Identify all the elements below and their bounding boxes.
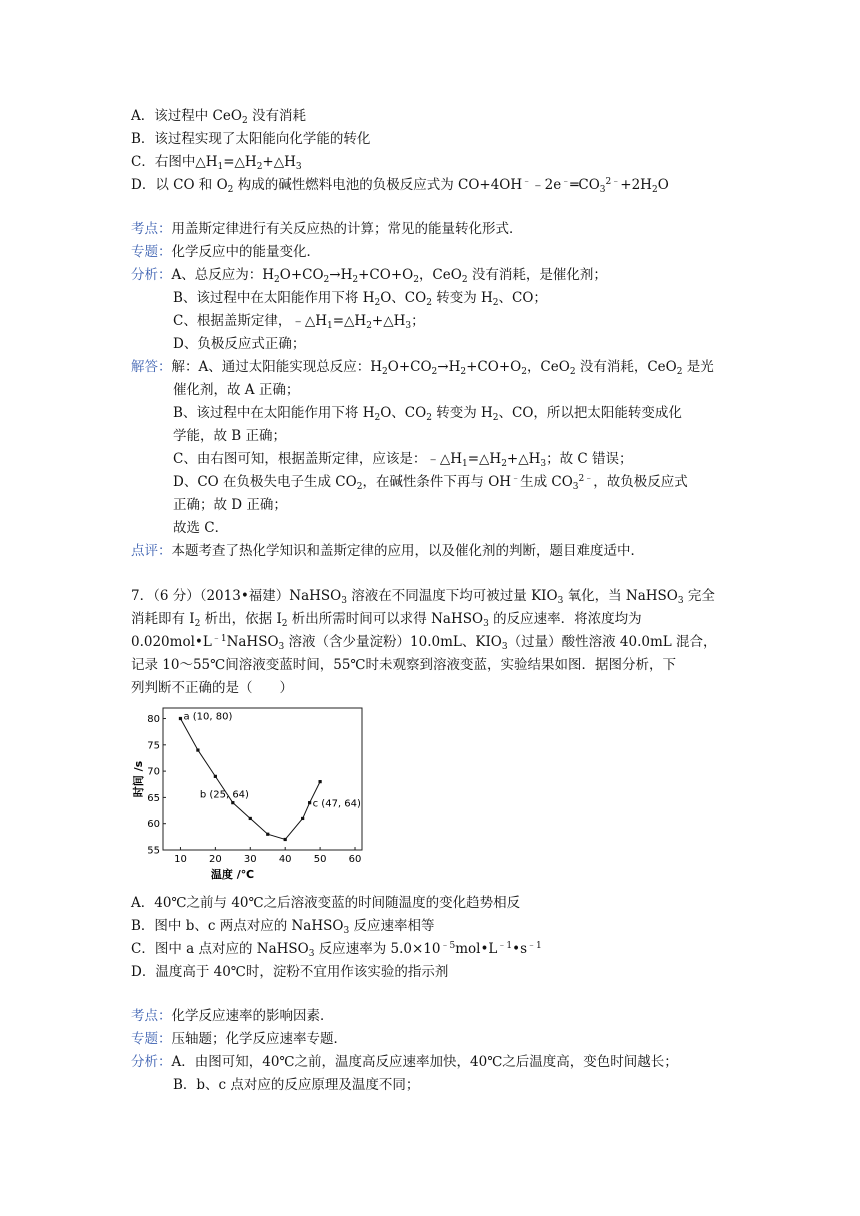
jieda-line: B、该过程中在太阳能作用下将 $H_2O$、$CO_2$ 转变为 $H_2$、CO，所以把太阳能转变成化 — [173, 405, 682, 423]
q6-fenxi — [131, 266, 607, 284]
jieda-label: 解答： — [131, 359, 172, 375]
data-point — [196, 748, 199, 751]
q7-option-b: B．图中 b、c 两点对应的 NaHSO$_3$ 反应速率相等 — [131, 918, 435, 936]
q7-stem-line: 列判断不正确的是（ ） — [131, 680, 293, 696]
x-tick-label: 20 — [209, 854, 222, 865]
kaodian-text: 用盖斯定律进行有关反应热的计算；常见的能量转化形式． — [171, 221, 523, 237]
y-tick-label: 55 — [147, 845, 160, 857]
kaodian-label: 考点： — [131, 1008, 172, 1024]
q7-option-c: C．图中 a 点对应的 NaHSO$_3$ 反应速率为 $5.0\times 10^{﹣5}mol•L^{﹣1}•s^{﹣1}$ — [131, 941, 542, 959]
data-point — [301, 817, 304, 820]
x-axis-label: 温度 /℃ — [210, 868, 255, 881]
kaodian-label: 考点： — [131, 221, 172, 237]
jieda-line: C、由右图可知，根据盖斯定律，应该是：$﹣\triangle H_1=\triangle H_2+\triangle H_3$；故 C 错误； — [173, 451, 633, 469]
q7-option-a: A．40℃之前与 40℃之后溶液变蓝的时间随温度的变化趋势相反 — [131, 895, 521, 911]
data-point — [308, 801, 311, 804]
zhuanti-label: 专题： — [131, 244, 172, 260]
q7-kaodian — [131, 1007, 334, 1025]
fenxi-line: B．b、c 点对应的反应原理及温度不同； — [173, 1077, 420, 1093]
dianping-text: 本题考查了热化学知识和盖斯定律的应用，以及催化剂的判断，题目难度适中． — [171, 543, 644, 559]
q7-fenxi — [131, 1053, 678, 1071]
q7-option-d: D．温度高于 40℃时，淀粉不宜用作该实验的指示剂 — [131, 964, 449, 980]
data-point — [266, 833, 269, 836]
series-line — [180, 719, 320, 840]
jieda-line: D、CO 在负极失电子生成 $CO_2$，在碱性条件下再与 OH﹣生成 $CO_3^{2﹣}$，故负极反应式 — [173, 474, 688, 492]
fenxi-line: D、负极反应式正确； — [173, 336, 306, 352]
x-tick-label: 30 — [243, 854, 257, 865]
kaodian-text: 化学反应速率的影响因素． — [171, 1008, 334, 1024]
y-tick-label: 60 — [147, 819, 160, 831]
jieda-line: 催化剂，故 A 正确； — [173, 382, 300, 398]
q6-jieda — [131, 358, 714, 376]
fenxi-line: A、总反应为：$H_2O+CO_2\to H_2+CO+O_2$，CeO$_2$ 没有消耗，是催化剂； — [171, 267, 607, 285]
data-point — [249, 817, 252, 820]
data-point — [319, 780, 322, 783]
point-annotation: c (47, 64) — [312, 798, 361, 810]
q6-option-a: A．该过程中 CeO$_2$ 没有消耗 — [131, 108, 306, 126]
x-tick-label: 60 — [348, 854, 362, 865]
q7-stem-line: 7．（6 分）（2013•福建）NaHSO$_3$ 溶液在不同温度下均可被过量 $KIO_3$ 氧化，当 NaHSO$_3$ 完全 — [131, 588, 715, 606]
q6-kaodian — [131, 220, 523, 238]
q6-dianping — [131, 542, 644, 560]
q7-stem-line: $0.020mol•L^{﹣1}NaHSO_3$ 溶液（含少量淀粉）10.0mL、$KIO_3$（过量）酸性溶液 40.0mL 混合， — [131, 634, 717, 652]
jieda-line: 解：A、通过太阳能实现总反应：$H_2O+CO_2\to H_2+CO+O_2$，CeO$_2$ 没有消耗，CeO$_2$ 是光 — [171, 359, 714, 377]
zhuanti-label: 专题： — [131, 1031, 172, 1047]
jieda-line: 故选 C． — [173, 520, 229, 536]
x-tick-label: 40 — [278, 854, 292, 865]
q6-option-c: C．右图中$\triangle H_1=\triangle H_2+\triangle H_3$ — [131, 154, 302, 172]
fenxi-line: C、根据盖斯定律，$﹣\triangle H_1=\triangle H_2+\triangle H_3$； — [173, 313, 425, 331]
fenxi-line: B、该过程中在太阳能作用下将 $H_2O$、$CO_2$ 转变为 $H_2$、CO； — [173, 290, 547, 308]
y-tick-label: 70 — [147, 766, 160, 778]
jieda-line: 正确；故 D 正确； — [173, 497, 287, 513]
fenxi-line: A．由图可知，40℃之前，温度高反应速率加快，40℃之后温度高，变色时间越长； — [171, 1054, 678, 1070]
q7-zhuanti — [131, 1030, 347, 1048]
plot-frame — [163, 708, 362, 850]
data-point — [231, 801, 234, 804]
jieda-line: 学能，故 B 正确； — [173, 428, 287, 444]
zhuanti-text: 压轴题；化学反应速率专题． — [171, 1031, 347, 1047]
y-tick-label: 80 — [147, 714, 160, 726]
data-point — [179, 717, 182, 720]
x-tick-label: 10 — [174, 854, 187, 865]
temperature-time-chart — [130, 700, 370, 885]
zhuanti-text: 化学反应中的能量变化． — [171, 244, 320, 260]
point-annotation: b (25, 64) — [199, 789, 249, 801]
y-tick-label: 65 — [147, 792, 160, 804]
dianping-label: 点评： — [131, 543, 172, 559]
fenxi-label: 分析： — [131, 1054, 172, 1070]
data-point — [214, 775, 217, 778]
q7-stem-line: 消耗即有 $I_2$ 析出，依据 $I_2$ 析出所需时间可以求得 NaHSO$_3$ 的反应速率．将浓度均为 — [131, 611, 642, 629]
q6-zhuanti — [131, 243, 320, 261]
x-tick-label: 50 — [313, 854, 327, 865]
point-annotation: a (10, 80) — [183, 711, 233, 723]
fenxi-label: 分析： — [131, 267, 172, 283]
q6-option-d: D．以 CO 和 $O_2$ 构成的碱性燃料电池的负极反应式为 $CO+4OH^﹣﹣2e^﹣═CO_3^{2﹣}+2H_2O$ — [131, 177, 669, 195]
y-axis-label: 时间 /s — [132, 760, 145, 798]
y-tick-label: 75 — [147, 740, 160, 752]
data-point — [284, 838, 287, 841]
q7-stem-line: 记录 10～55℃间溶液变蓝时间，55℃时未观察到溶液变蓝，实验结果如图．据图分析，下 — [131, 657, 677, 673]
q6-option-b: B．该过程实现了太阳能向化学能的转化 — [131, 131, 371, 147]
